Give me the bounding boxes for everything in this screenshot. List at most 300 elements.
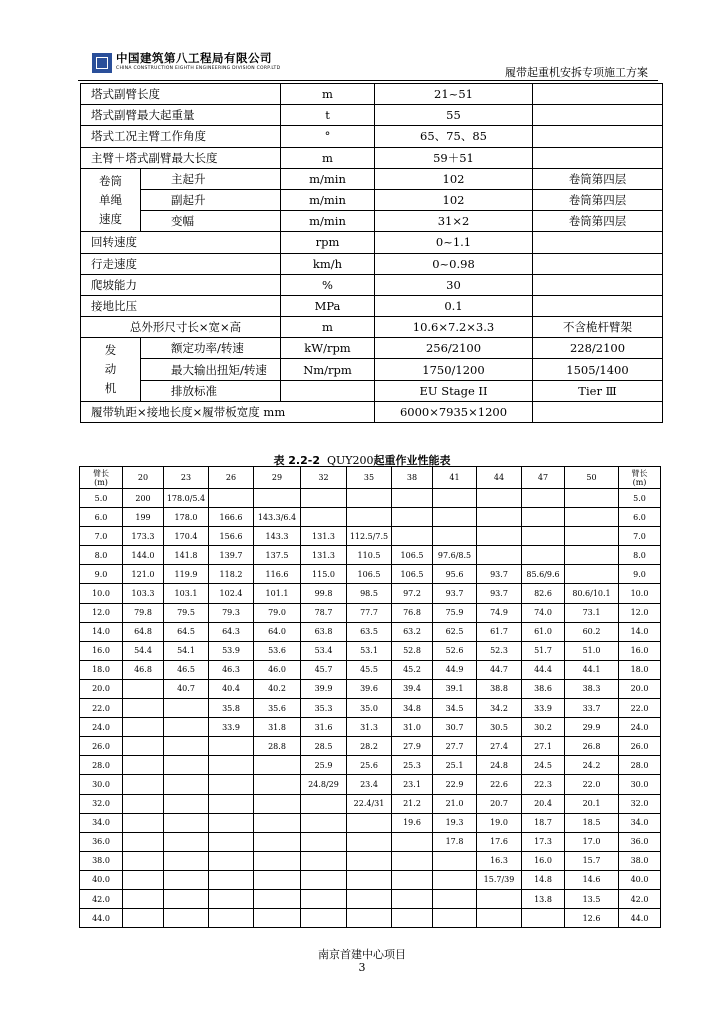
capacity-cell: 35.3: [301, 699, 347, 718]
spec-name: 主臂＋塔式副臂最大长度: [81, 147, 281, 168]
radius-cell: 44.0: [619, 909, 661, 928]
capacity-cell: 22.9: [433, 775, 477, 794]
radius-cell: 22.0: [80, 699, 123, 718]
capacity-cell: 20.7: [477, 794, 522, 813]
capacity-cell: [209, 832, 254, 851]
capacity-cell: 95.6: [433, 565, 477, 584]
capacity-cell: [433, 870, 477, 889]
capacity-cell: 20.4: [522, 794, 565, 813]
capacity-cell: [254, 909, 301, 928]
capacity-cell: [254, 489, 301, 508]
spec-name: 塔式副臂最大起重量: [81, 105, 281, 126]
radius-cell: 8.0: [619, 546, 661, 565]
capacity-cell: 40.7: [164, 679, 209, 698]
spec-value: 31×2: [375, 211, 533, 232]
radius-cell: 36.0: [619, 832, 661, 851]
capacity-cell: 17.3: [522, 832, 565, 851]
capacity-cell: [477, 489, 522, 508]
engine-group-label-line: 机: [104, 381, 117, 396]
capacity-cell: [209, 756, 254, 775]
radius-cell: 5.0: [619, 489, 661, 508]
capacity-cell: [209, 794, 254, 813]
capacity-cell: [301, 889, 347, 908]
capacity-cell: 23.1: [392, 775, 433, 794]
capacity-cell: [522, 527, 565, 546]
radius-cell: 28.0: [80, 756, 123, 775]
capacity-cell: [254, 813, 301, 832]
capacity-cell: [392, 508, 433, 527]
load-table-row: [80, 737, 661, 756]
capacity-cell: 200: [123, 489, 164, 508]
spec-unit: m: [281, 317, 375, 338]
capacity-cell: [123, 679, 164, 698]
spec-value: 59＋51: [375, 147, 533, 168]
capacity-cell: 143.3: [254, 527, 301, 546]
boom-length-header-cell: [80, 467, 123, 489]
spec-value: 102: [375, 168, 533, 189]
radius-cell: 24.0: [619, 718, 661, 737]
capacity-cell: 79.5: [164, 603, 209, 622]
spec-note: 1505/1400: [533, 359, 663, 380]
load-table-row: [80, 756, 661, 775]
capacity-cell: 141.8: [164, 546, 209, 565]
capacity-cell: [301, 851, 347, 870]
capacity-cell: 115.0: [301, 565, 347, 584]
radius-cell: 8.0: [80, 546, 123, 565]
capacity-cell: 46.5: [164, 660, 209, 679]
capacity-cell: [123, 718, 164, 737]
spec-value: 1750/1200: [375, 359, 533, 380]
load-table-row: [80, 641, 661, 660]
load-table-header: [80, 467, 661, 489]
capacity-cell: 173.3: [123, 527, 164, 546]
capacity-cell: [347, 889, 392, 908]
capacity-cell: 19.6: [392, 813, 433, 832]
spec-unit: kW/rpm: [281, 338, 375, 359]
capacity-cell: 103.1: [164, 584, 209, 603]
spec-value: 55: [375, 105, 533, 126]
spec-row: [81, 274, 663, 295]
capacity-cell: 53.4: [301, 641, 347, 660]
capacity-cell: [123, 909, 164, 928]
spec-name: 塔式工况主臂工作角度: [81, 126, 281, 147]
load-table-row: [80, 546, 661, 565]
capacity-cell: 24.5: [522, 756, 565, 775]
load-chart-table: [79, 466, 661, 928]
radius-cell: 10.0: [80, 584, 123, 603]
capacity-cell: 44.7: [477, 660, 522, 679]
capacity-cell: 13.8: [522, 889, 565, 908]
radius-cell: 16.0: [80, 641, 123, 660]
capacity-cell: 16.3: [477, 851, 522, 870]
capacity-cell: [123, 889, 164, 908]
capacity-cell: 46.0: [254, 660, 301, 679]
boom-length-cell: 29: [254, 467, 301, 489]
radius-cell: 24.0: [80, 718, 123, 737]
capacity-cell: [522, 489, 565, 508]
capacity-cell: [301, 489, 347, 508]
capacity-cell: 44.9: [433, 660, 477, 679]
capacity-cell: 121.0: [123, 565, 164, 584]
radius-cell: 30.0: [80, 775, 123, 794]
load-table-row: [80, 813, 661, 832]
radius-cell: 7.0: [619, 527, 661, 546]
reel-speed-group-label-line: 卷筒: [99, 173, 122, 188]
capacity-cell: [209, 889, 254, 908]
capacity-cell: 39.6: [347, 679, 392, 698]
load-table-model: QUY200: [327, 454, 374, 467]
capacity-cell: 28.5: [301, 737, 347, 756]
capacity-cell: 15.7: [565, 851, 619, 870]
capacity-cell: 21.0: [433, 794, 477, 813]
reel-speed-group-label-line: 速度: [99, 211, 122, 226]
boom-length-cell: 44: [477, 467, 522, 489]
capacity-cell: [164, 718, 209, 737]
boom-length-cell: 38: [392, 467, 433, 489]
capacity-cell: 17.8: [433, 832, 477, 851]
load-table-caption: 起重作业性能表: [373, 454, 451, 467]
capacity-cell: [347, 508, 392, 527]
capacity-cell: 27.9: [392, 737, 433, 756]
company-name: 中国建筑第八工程局有限公司: [116, 51, 272, 65]
capacity-cell: 79.0: [254, 603, 301, 622]
capacity-cell: 199: [123, 508, 164, 527]
spec-name: 爬坡能力: [81, 274, 281, 295]
capacity-cell: 78.7: [301, 603, 347, 622]
capacity-cell: 25.9: [301, 756, 347, 775]
capacity-cell: 26.8: [565, 737, 619, 756]
radius-cell: 6.0: [619, 508, 661, 527]
radius-cell: 40.0: [619, 870, 661, 889]
capacity-cell: [123, 832, 164, 851]
spec-unit: %: [281, 274, 375, 295]
capacity-cell: [522, 508, 565, 527]
capacity-cell: 35.6: [254, 699, 301, 718]
spec-note: [533, 84, 663, 105]
capacity-cell: 93.7: [433, 584, 477, 603]
capacity-cell: [347, 909, 392, 928]
spec-name: 回转速度: [81, 232, 281, 253]
load-table-row: [80, 870, 661, 889]
spec-name: 总外形尺寸长×宽×高: [81, 317, 281, 338]
capacity-cell: 14.8: [522, 870, 565, 889]
spec-unit: °: [281, 126, 375, 147]
boom-length-label: 臂长: [631, 468, 648, 478]
capacity-cell: 101.1: [254, 584, 301, 603]
capacity-cell: 24.8/29: [301, 775, 347, 794]
spec-note: 卷筒第四层: [533, 211, 663, 232]
load-table-row: [80, 775, 661, 794]
capacity-cell: [301, 813, 347, 832]
radius-cell: 32.0: [619, 794, 661, 813]
capacity-cell: 17.6: [477, 832, 522, 851]
capacity-cell: 85.6/9.6: [522, 565, 565, 584]
spec-value: 30: [375, 274, 533, 295]
capacity-cell: [347, 851, 392, 870]
capacity-cell: [123, 851, 164, 870]
capacity-cell: 23.4: [347, 775, 392, 794]
spec-unit: [281, 380, 375, 401]
radius-cell: 40.0: [80, 870, 123, 889]
capacity-cell: [347, 870, 392, 889]
capacity-cell: 46.8: [123, 660, 164, 679]
load-table-row: [80, 622, 661, 641]
load-table-row: [80, 679, 661, 698]
capacity-cell: [301, 794, 347, 813]
capacity-cell: [209, 737, 254, 756]
capacity-cell: [433, 851, 477, 870]
capacity-cell: 64.8: [123, 622, 164, 641]
capacity-cell: 178.0/5.4: [164, 489, 209, 508]
load-table-row: [80, 584, 661, 603]
radius-cell: 38.0: [80, 851, 123, 870]
capacity-cell: 131.3: [301, 546, 347, 565]
capacity-cell: 82.6: [522, 584, 565, 603]
boom-length-header-cell: [619, 467, 661, 489]
capacity-cell: 25.1: [433, 756, 477, 775]
capacity-cell: [164, 909, 209, 928]
capacity-cell: 137.5: [254, 546, 301, 565]
boom-length-cell: 47: [522, 467, 565, 489]
capacity-cell: [522, 546, 565, 565]
load-table-number: 表 2.2-2: [273, 454, 320, 467]
spec-value: 102: [375, 189, 533, 210]
spec-row: [81, 189, 663, 210]
radius-cell: 9.0: [619, 565, 661, 584]
capacity-cell: 45.5: [347, 660, 392, 679]
capacity-cell: 14.6: [565, 870, 619, 889]
capacity-cell: [164, 851, 209, 870]
spec-name: 副起升: [141, 189, 281, 210]
spec-row: [81, 338, 663, 359]
capacity-cell: 93.7: [477, 565, 522, 584]
capacity-cell: 102.4: [209, 584, 254, 603]
capacity-cell: 39.1: [433, 679, 477, 698]
spec-note: [533, 295, 663, 316]
capacity-cell: 35.0: [347, 699, 392, 718]
capacity-cell: 76.8: [392, 603, 433, 622]
capacity-cell: 51.7: [522, 641, 565, 660]
company-logo-icon: [92, 53, 112, 73]
capacity-cell: 144.0: [123, 546, 164, 565]
spec-note: [533, 232, 663, 253]
spec-note: 228/2100: [533, 338, 663, 359]
radius-cell: 5.0: [80, 489, 123, 508]
capacity-cell: [123, 699, 164, 718]
capacity-cell: [123, 813, 164, 832]
capacity-cell: 25.6: [347, 756, 392, 775]
radius-cell: 38.0: [619, 851, 661, 870]
spec-row: [81, 126, 663, 147]
capacity-cell: [392, 851, 433, 870]
capacity-cell: 79.3: [209, 603, 254, 622]
capacity-cell: 30.2: [522, 718, 565, 737]
spec-value: 6000×7935×1200: [375, 401, 533, 422]
capacity-cell: 18.7: [522, 813, 565, 832]
spec-note: [533, 401, 663, 422]
capacity-cell: [477, 909, 522, 928]
capacity-cell: [254, 794, 301, 813]
radius-cell: 18.0: [619, 660, 661, 679]
spec-unit: m/min: [281, 189, 375, 210]
capacity-cell: 62.5: [433, 622, 477, 641]
capacity-cell: 44.4: [522, 660, 565, 679]
capacity-cell: 19.0: [477, 813, 522, 832]
spec-name: 额定功率/转速: [141, 338, 281, 359]
capacity-cell: 27.1: [522, 737, 565, 756]
capacity-cell: 110.5: [347, 546, 392, 565]
spec-name: 塔式副臂长度: [81, 84, 281, 105]
capacity-cell: 13.5: [565, 889, 619, 908]
capacity-cell: 25.3: [392, 756, 433, 775]
capacity-cell: [164, 756, 209, 775]
load-table-row: [80, 603, 661, 622]
capacity-cell: [164, 870, 209, 889]
capacity-cell: 53.1: [347, 641, 392, 660]
spec-unit: m: [281, 84, 375, 105]
boom-length-cell: 23: [164, 467, 209, 489]
spec-value: 10.6×7.2×3.3: [375, 317, 533, 338]
capacity-cell: 38.8: [477, 679, 522, 698]
capacity-cell: 27.7: [433, 737, 477, 756]
spec-note: 卷筒第四层: [533, 189, 663, 210]
capacity-cell: 112.5/7.5: [347, 527, 392, 546]
capacity-cell: 20.1: [565, 794, 619, 813]
radius-cell: 42.0: [80, 889, 123, 908]
capacity-cell: [565, 489, 619, 508]
capacity-cell: 143.3/6.4: [254, 508, 301, 527]
capacity-cell: 31.8: [254, 718, 301, 737]
spec-table: [80, 83, 663, 423]
capacity-cell: 29.9: [565, 718, 619, 737]
capacity-cell: 61.0: [522, 622, 565, 641]
capacity-cell: 97.6/8.5: [433, 546, 477, 565]
capacity-cell: 170.4: [164, 527, 209, 546]
capacity-cell: 64.3: [209, 622, 254, 641]
document-title: 履带起重机安拆专项施工方案: [505, 66, 648, 79]
load-table-row: [80, 832, 661, 851]
capacity-cell: 80.6/10.1: [565, 584, 619, 603]
spec-name: 最大输出扭矩/转速: [141, 359, 281, 380]
radius-cell: 36.0: [80, 832, 123, 851]
capacity-cell: 98.5: [347, 584, 392, 603]
company-name-en: CHINA CONSTRUCTION EIGHTH ENGINEERING DIVISION CORP.LTD: [116, 66, 281, 71]
capacity-cell: [522, 909, 565, 928]
capacity-cell: [392, 870, 433, 889]
capacity-cell: 77.7: [347, 603, 392, 622]
capacity-cell: [477, 508, 522, 527]
spec-value: EU Stage II: [375, 380, 533, 401]
capacity-cell: 33.7: [565, 699, 619, 718]
capacity-cell: 21.2: [392, 794, 433, 813]
capacity-cell: [565, 508, 619, 527]
capacity-cell: 54.4: [123, 641, 164, 660]
capacity-cell: 139.7: [209, 546, 254, 565]
capacity-cell: [209, 909, 254, 928]
capacity-cell: 54.1: [164, 641, 209, 660]
capacity-cell: [254, 851, 301, 870]
capacity-cell: 119.9: [164, 565, 209, 584]
spec-name: 行走速度: [81, 253, 281, 274]
capacity-cell: 22.0: [565, 775, 619, 794]
capacity-cell: [254, 756, 301, 775]
capacity-cell: [301, 909, 347, 928]
spec-name: 履带轨距×接地长度×履带板宽度 mm: [81, 401, 375, 422]
reel-speed-group-label: [81, 168, 141, 232]
spec-name: 接地比压: [81, 295, 281, 316]
capacity-cell: 22.6: [477, 775, 522, 794]
capacity-cell: [392, 527, 433, 546]
capacity-cell: [347, 813, 392, 832]
capacity-cell: [433, 527, 477, 546]
radius-cell: 20.0: [80, 679, 123, 698]
spec-row: [81, 359, 663, 380]
spec-row: [81, 295, 663, 316]
boom-length-cell: 26: [209, 467, 254, 489]
radius-cell: 30.0: [619, 775, 661, 794]
capacity-cell: [209, 851, 254, 870]
capacity-cell: 44.1: [565, 660, 619, 679]
capacity-cell: [254, 832, 301, 851]
capacity-cell: 52.3: [477, 641, 522, 660]
radius-cell: 12.0: [80, 603, 123, 622]
capacity-cell: 24.2: [565, 756, 619, 775]
capacity-cell: 51.0: [565, 641, 619, 660]
capacity-cell: 34.2: [477, 699, 522, 718]
spec-row: [81, 401, 663, 422]
load-table-row: [80, 889, 661, 908]
capacity-cell: 131.3: [301, 527, 347, 546]
capacity-cell: [164, 699, 209, 718]
capacity-cell: 53.9: [209, 641, 254, 660]
capacity-cell: [164, 775, 209, 794]
spec-note: [533, 253, 663, 274]
capacity-cell: 53.6: [254, 641, 301, 660]
capacity-cell: 45.7: [301, 660, 347, 679]
capacity-cell: [209, 870, 254, 889]
capacity-cell: 12.6: [565, 909, 619, 928]
capacity-cell: 34.8: [392, 699, 433, 718]
load-table-row: [80, 909, 661, 928]
capacity-cell: 178.0: [164, 508, 209, 527]
spec-note: Tier Ⅲ: [533, 380, 663, 401]
capacity-cell: 28.2: [347, 737, 392, 756]
spec-unit: km/h: [281, 253, 375, 274]
capacity-cell: 39.4: [392, 679, 433, 698]
spec-value: 256/2100: [375, 338, 533, 359]
capacity-cell: [164, 737, 209, 756]
load-table-row: [80, 699, 661, 718]
capacity-cell: [392, 889, 433, 908]
radius-cell: 22.0: [619, 699, 661, 718]
capacity-cell: 28.8: [254, 737, 301, 756]
spec-row: [81, 168, 663, 189]
capacity-cell: [254, 775, 301, 794]
spec-unit: m: [281, 147, 375, 168]
boom-length-cell: 32: [301, 467, 347, 489]
capacity-cell: [565, 565, 619, 584]
capacity-cell: [209, 775, 254, 794]
spec-unit: m/min: [281, 211, 375, 232]
radius-cell: 6.0: [80, 508, 123, 527]
capacity-cell: 106.5: [392, 565, 433, 584]
engine-group-label: [81, 338, 141, 402]
capacity-cell: [347, 832, 392, 851]
capacity-cell: [301, 870, 347, 889]
spec-row: [81, 84, 663, 105]
capacity-cell: 74.9: [477, 603, 522, 622]
capacity-cell: [477, 527, 522, 546]
